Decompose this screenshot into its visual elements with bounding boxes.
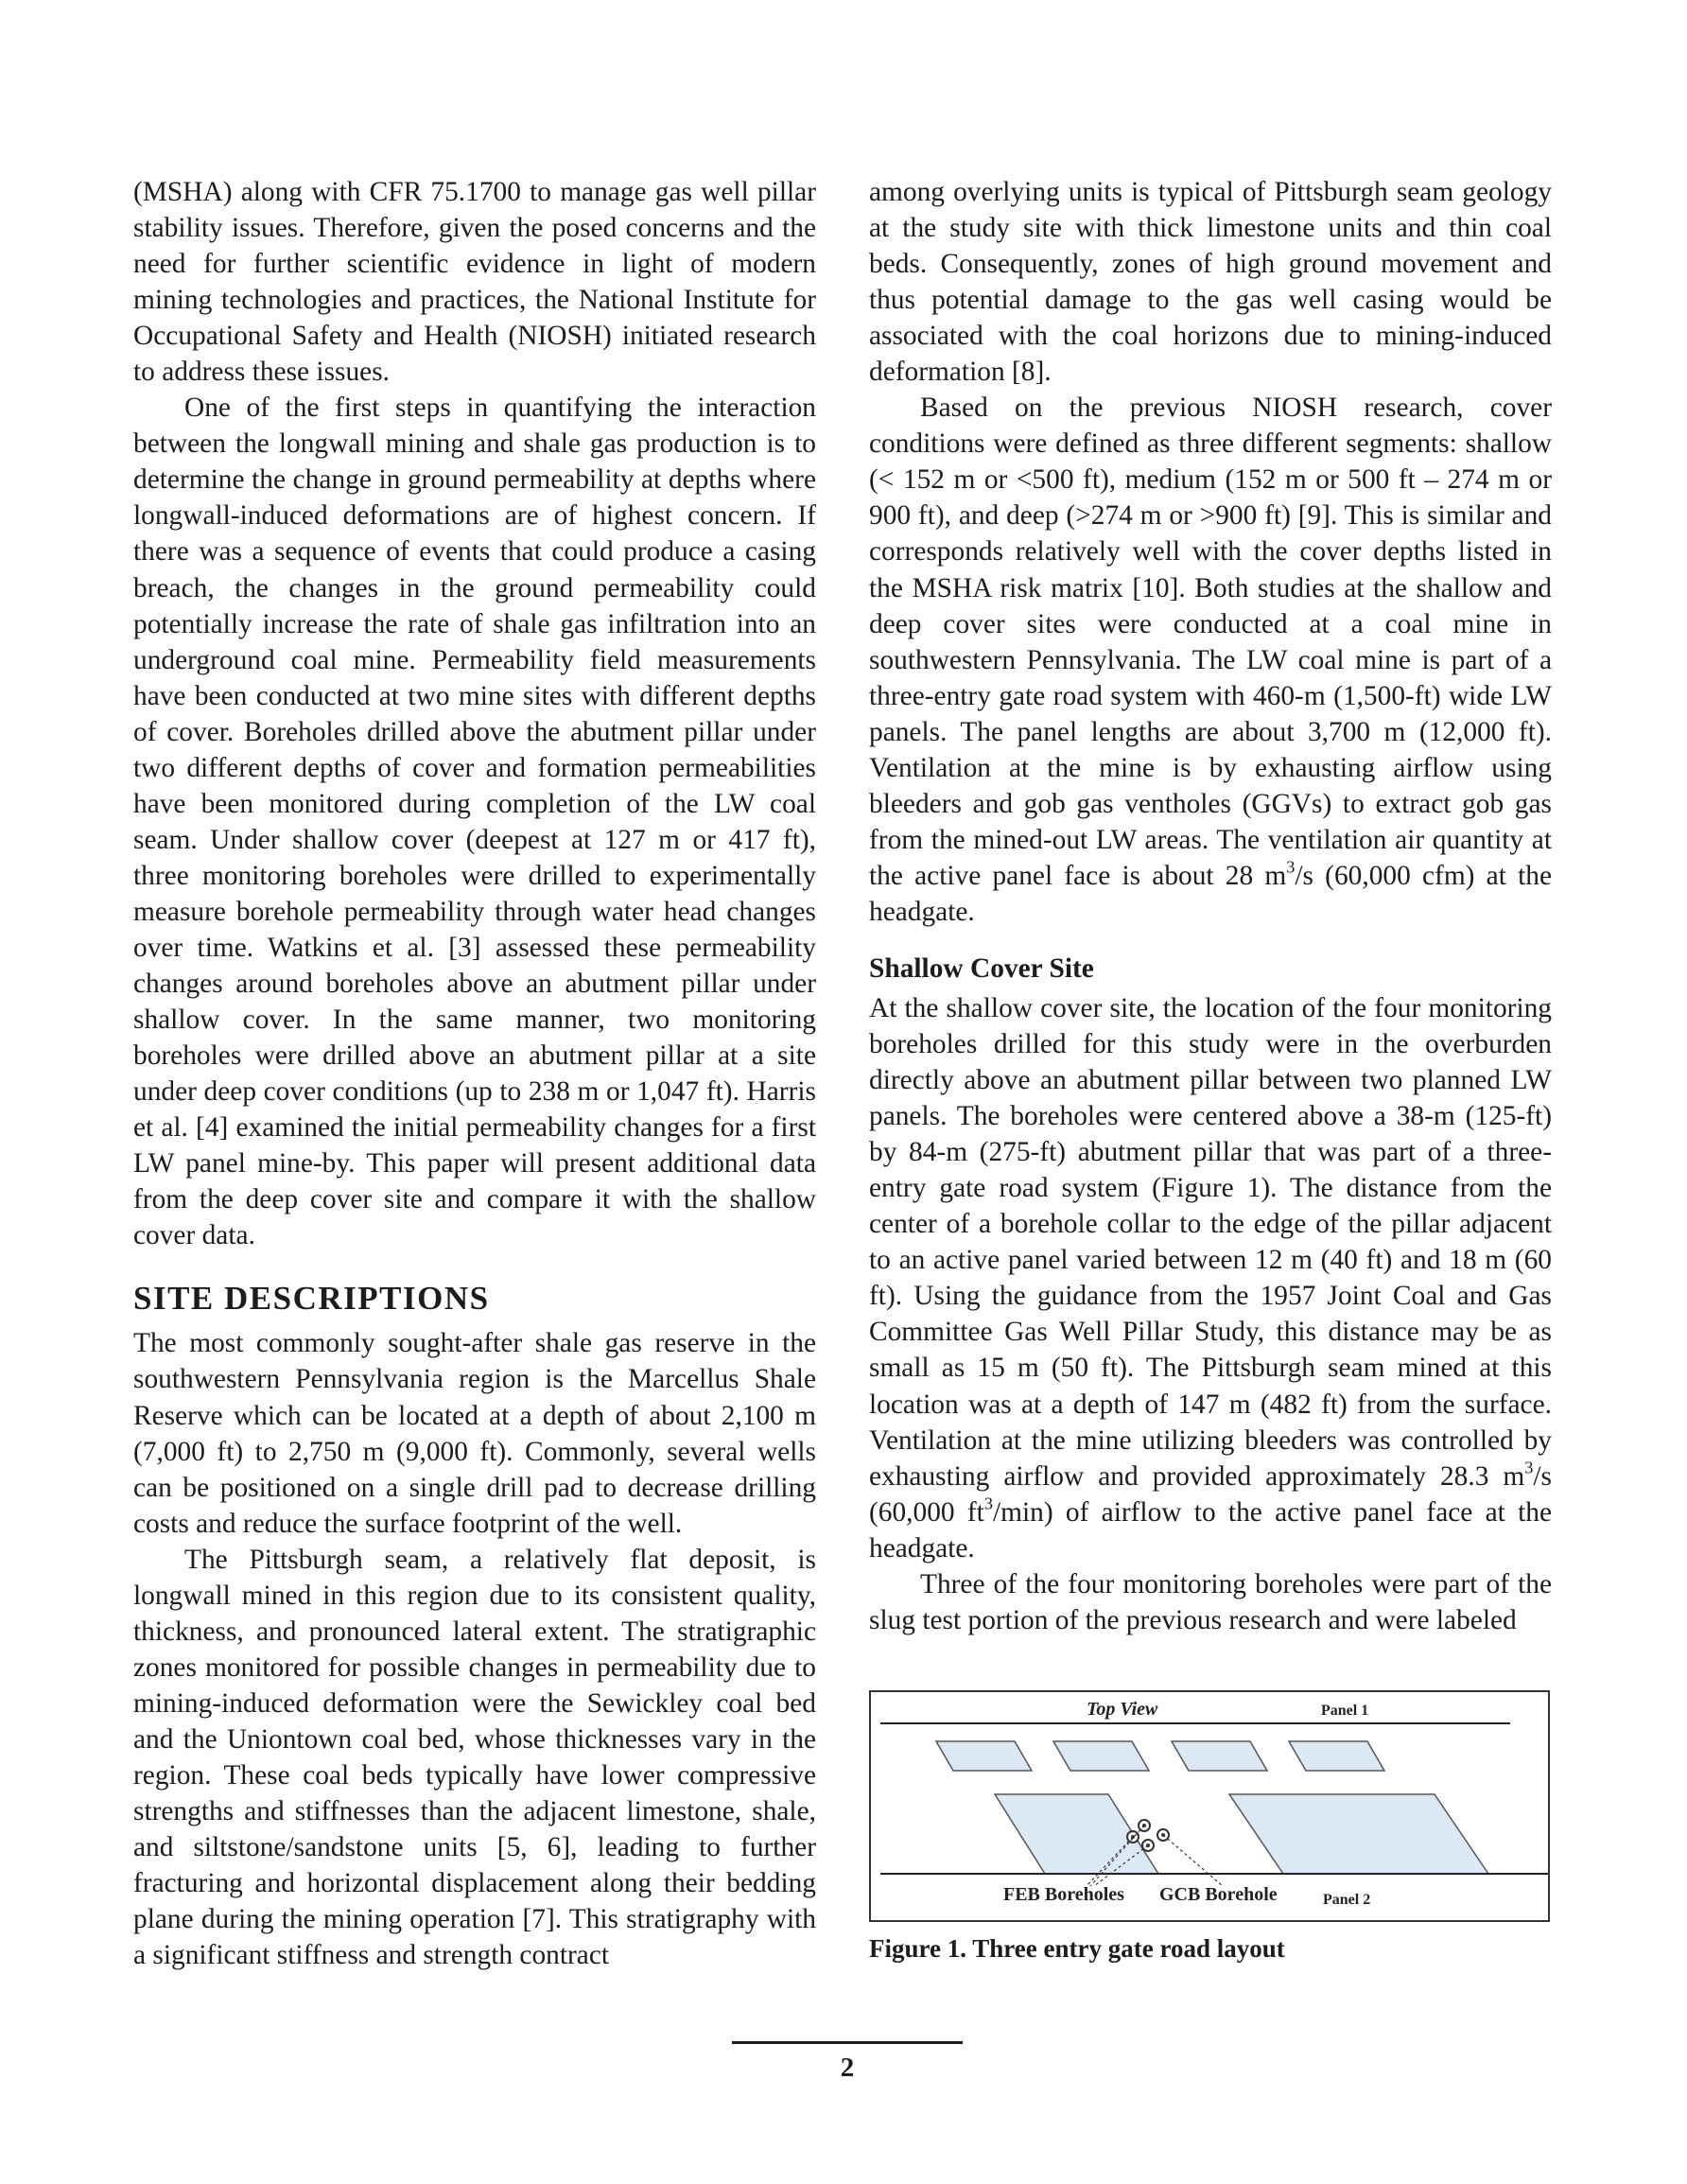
paragraph: One of the first steps in quantifying the interaction between the longwall mining and shale gas production is to determine the change in ground permeability at depths where longwall-induced deformations are of highest concern. If there was a sequence of events that could produce a casing breach, the changes in the ground permeability could potentially increase the rate of shale gas infiltration into an underground coal mine. Permeability field measurements have been conducted at two mine sites with different depths of cover. Boreholes drilled above the abutment pillar under two different depths of cover and formation permeabilities have been monitored during completion of the LW coal seam. Under shallow cover (deepest at 127 m or 417 ft), three monitoring boreholes were drilled to experimentally measure borehole permeability through water head changes over time. Watkins et al. [3] assessed these permeability changes around boreholes above an abutment pillar under shallow cover. In the same manner, two monitoring boreholes were drilled above an abutment pillar at a site under deep cover conditions (up to 238 m or 1,047 ft). Harris et al. [4] examined the initial permeability changes for a first LW panel mine-by. This paper will present additional data from the deep cover site and compare it with the shallow cover data. — [133, 393, 816, 1251]
left-column — [133, 174, 816, 1973]
page-number: 2 — [840, 2053, 855, 2083]
subsection-heading: Shallow Cover Site — [869, 952, 1094, 984]
leader-line — [1163, 1835, 1223, 1886]
right-column — [869, 174, 1552, 1966]
paragraph-text: /s (60,000 ft — [869, 1460, 1552, 1528]
gate-road-diagram — [871, 1692, 1548, 1920]
footer-rule — [732, 2041, 963, 2044]
feb-boreholes-label: FEB Boreholes — [1003, 1883, 1124, 1905]
superscript: 3 — [983, 1493, 993, 1512]
paragraph-text: /s (60,000 cfm) at the headgate. — [869, 860, 1552, 927]
paragraph: The Pittsburgh seam, a relatively flat deposit, is longwall mined in this region due to its consistent quality, thickness, and pronounced lateral extent. The stratigraphic zones monitored for possible changes in permeability due to mining-induced deformation were the Sewickley coal bed and the Uniontown coal bed, whose thicknesses vary in the region. These coal beds typically have lower compressive strengths and stiffnesses than the adjacent limestone, shale, and siltstone/sandstone units [5, 6], leading to further fracturing and horizontal displacement along their bedding plane during the mining operation [7]. This stratigraphy with a significant stiffness and strength contract — [133, 1544, 816, 1971]
figure-caption: Figure 1. Three entry gate road layout — [869, 1933, 1285, 1963]
pillar — [936, 1741, 1032, 1771]
pillar — [1229, 1794, 1488, 1874]
superscript: 3 — [1286, 857, 1296, 877]
gcb-borehole-label: GCB Borehole — [1159, 1883, 1278, 1905]
paragraph — [869, 390, 1552, 930]
paragraph — [869, 990, 1552, 1566]
pillar — [1172, 1741, 1267, 1771]
pillar — [1053, 1741, 1149, 1771]
paragraph: among overlying units is typical of Pittsburgh seam geology at the study site with thick limestone units and thin coal beds. Consequently, zones of high ground movement and thus potential damage to the gas well casing would be associated with the coal horizons due to mining-induced deformation [8]. — [869, 177, 1552, 388]
figure-1 — [869, 1690, 1550, 1922]
superscript: 3 — [1524, 1457, 1534, 1476]
paragraph-text: Based on the previous NIOSH research, cover conditions were defined as three different segments: shallow (< 152 m or <500 ft), medium (152 m or 500 ft – 274 m or 900 ft), and deep (>274 m or >900 ft) [9]. This is similar and corresponds relatively well with the cover depths listed in the MSHA risk matrix [10]. Both studies at the shallow and deep cover sites were conducted at a coal mine in southwestern Pennsylvania. The LW coal mine is part of a three-entry gate road system with 460-m (1,500-ft) wide LW panels. The panel lengths are about 3,700 m (12,000 ft). Ventilation at the mine is by exhausting airflow using bleeders and gob gas ventholes (GGVs) to extract gob gas from the mined-out LW areas. The ventilation air quantity at the active panel face is about 28 m — [869, 393, 1552, 891]
paragraph: Three of the four monitoring boreholes were part of the slug test portion of the previous research and were labeled — [869, 1568, 1552, 1635]
top-view-label: Top View — [1087, 1698, 1158, 1720]
paragraph: The most commonly sought-after shale gas reserve in the southwestern Pennsylvania region is the Marcellus Shale Reserve which can be located at a depth of about 2,100 m (7,000 ft) to 2,750 m (9,000 ft). Commonly, several wells can be positioned on a single drill pad to decrease drilling costs and reduce the surface footprint of the well. — [133, 1328, 816, 1539]
pillar — [1289, 1741, 1384, 1771]
paragraph-text: At the shallow cover site, the location of the four monitoring boreholes drilled for this study were in the overburden directly above an abutment pillar between two planned LW panels. The boreholes were centered above a 38-m (125-ft) by 84-m (275-ft) abutment pillar that was part of a three-entry gate road system (Figure 1). The distance from the center of a borehole collar to the edge of the pillar adjacent to an active panel varied between 12 m (40 ft) and 18 m (60 ft). Using the guidance from the 1957 Joint Coal and Gas Committee Gas Well Pillar Study, this distance may be as small as 15 m (50 ft). The Pittsburgh seam mined at this location was at a depth of 147 m (482 ft) from the surface. Ventilation at the mine utilizing bleeders was controlled by exhausting airflow and provided approximately 28.3 m — [869, 992, 1552, 1492]
section-heading: SITE DESCRIPTIONS — [133, 1280, 490, 1318]
panel2-label: Panel 2 — [1323, 1891, 1371, 1908]
paragraph: (MSHA) along with CFR 75.1700 to manage gas well pillar stability issues. Therefore, given the posed concerns and the need for further scientific evidence in light of modern mining technologies and practices, the National Institute for Occupational Safety and Health (NIOSH) initiated research to address these issues. — [133, 177, 816, 388]
paragraph-text: /min) of airflow to the active panel face at the headgate. — [869, 1496, 1552, 1564]
panel1-label: Panel 1 — [1321, 1702, 1369, 1719]
